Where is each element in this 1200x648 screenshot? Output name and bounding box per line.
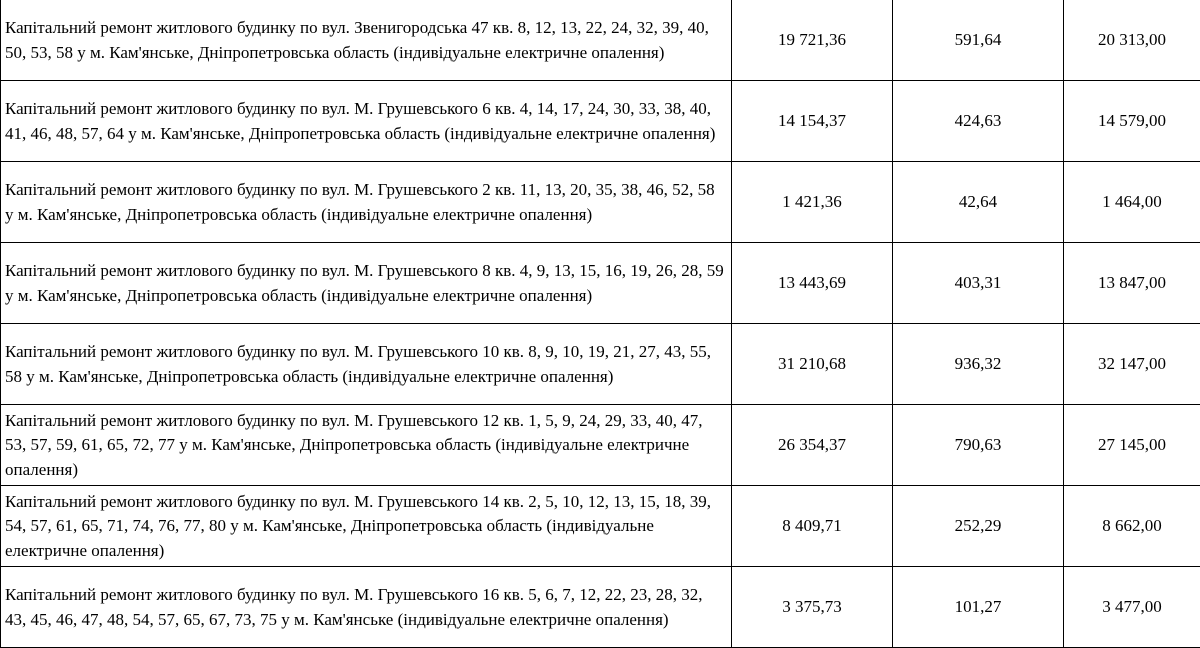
row-description: Капітальний ремонт житлового будинку по вул. М. Грушевського 2 кв. 11, 13, 20, 35, 38, 46, 52, 58 у м. Кам'янське, Дніпропетровська область (індивідуальне електричне опалення) [1, 162, 732, 243]
row-cost: 14 154,37 [732, 81, 893, 162]
table-row [1, 324, 1200, 405]
row-fee: 42,64 [893, 162, 1064, 243]
row-total: 32 147,00 [1064, 324, 1200, 405]
row-fee: 252,29 [893, 486, 1064, 567]
row-total: 27 145,00 [1064, 405, 1200, 486]
table-row [1, 81, 1200, 162]
table-row [1, 243, 1200, 324]
table-row [1, 162, 1200, 243]
row-fee: 101,27 [893, 567, 1064, 648]
row-cost: 3 375,73 [732, 567, 893, 648]
row-fee: 424,63 [893, 81, 1064, 162]
table-row [1, 0, 1200, 81]
table-row [1, 486, 1200, 567]
row-total: 8 662,00 [1064, 486, 1200, 567]
row-cost: 8 409,71 [732, 486, 893, 567]
row-fee: 790,63 [893, 405, 1064, 486]
row-cost: 26 354,37 [732, 405, 893, 486]
row-description: Капітальний ремонт житлового будинку по вул. М. Грушевського 10 кв. 8, 9, 10, 19, 21, 27, 43, 55, 58 у м. Кам'янське, Дніпропетровська область (індивідуальне електричне опалення) [1, 324, 732, 405]
row-description: Капітальний ремонт житлового будинку по вул. Звенигородська 47 кв. 8, 12, 13, 22, 24, 32, 39, 40, 50, 53, 58 у м. Кам'янське, Дніпропетровська область (індивідуальне електричне опалення) [1, 0, 732, 81]
row-description: Капітальний ремонт житлового будинку по вул. М. Грушевського 6 кв. 4, 14, 17, 24, 30, 33, 38, 40, 41, 46, 48, 57, 64 у м. Кам'янське, Дніпропетровська область (індивідуальне електричне опалення) [1, 81, 732, 162]
table-row [1, 567, 1200, 648]
row-cost: 19 721,36 [732, 0, 893, 81]
row-description: Капітальний ремонт житлового будинку по вул. М. Грушевського 14 кв. 2, 5, 10, 12, 13, 15, 18, 39, 54, 57, 61, 65, 71, 74, 76, 77, 80 у м. Кам'янське, Дніпропетровська область (індивідуальне електричне опалення) [1, 486, 732, 567]
row-fee: 591,64 [893, 0, 1064, 81]
row-cost: 13 443,69 [732, 243, 893, 324]
row-description: Капітальний ремонт житлового будинку по вул. М. Грушевського 16 кв. 5, 6, 7, 12, 22, 23, 28, 32, 43, 45, 46, 47, 48, 54, 57, 65, 67, 73, 75 у м. Кам'янське (індивідуальне електричне опалення) [1, 567, 732, 648]
row-total: 20 313,00 [1064, 0, 1200, 81]
row-description: Капітальний ремонт житлового будинку по вул. М. Грушевського 8 кв. 4, 9, 13, 15, 16, 19, 26, 28, 59 у м. Кам'янське, Дніпропетровська область (індивідуальне електричне опалення) [1, 243, 732, 324]
row-total: 14 579,00 [1064, 81, 1200, 162]
row-fee: 936,32 [893, 324, 1064, 405]
row-description: Капітальний ремонт житлового будинку по вул. М. Грушевського 12 кв. 1, 5, 9, 24, 29, 33, 40, 47, 53, 57, 59, 61, 65, 72, 77 у м. Кам'янське, Дніпропетровська область (індивідуальне електричне опалення) [1, 405, 732, 486]
row-total: 13 847,00 [1064, 243, 1200, 324]
row-total: 3 477,00 [1064, 567, 1200, 648]
row-total: 1 464,00 [1064, 162, 1200, 243]
row-cost: 1 421,36 [732, 162, 893, 243]
row-fee: 403,31 [893, 243, 1064, 324]
table-row [1, 405, 1200, 486]
row-cost: 31 210,68 [732, 324, 893, 405]
